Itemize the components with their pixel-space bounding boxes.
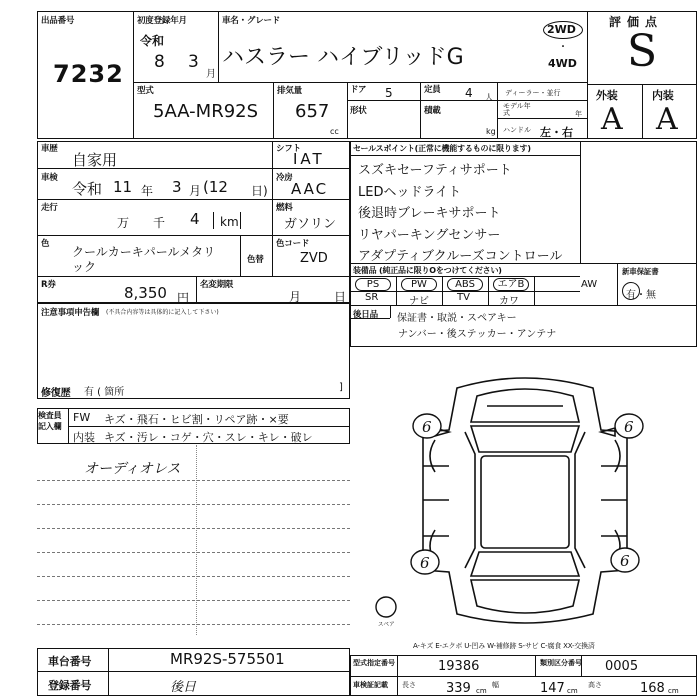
damage-mark: 6: [422, 418, 432, 436]
divider: [534, 276, 535, 305]
equip-abs: ABS: [447, 278, 483, 291]
year-unit: 年: [575, 110, 582, 118]
divider: [272, 235, 350, 236]
inspector-line1: キズ・飛石・ヒビ割・リペア跡・×要: [104, 413, 289, 426]
spare-tire-icon: [371, 596, 401, 620]
shift-label: シフト: [276, 144, 301, 154]
color-value-2: ック: [72, 260, 97, 274]
mileage-unit: km: [220, 215, 239, 229]
model-code: 5AA-MR92S: [153, 101, 259, 122]
mileage-man: 万: [117, 216, 130, 230]
note-line: [37, 552, 350, 553]
first-reg-month-unit: 月: [206, 69, 216, 80]
first-reg-year: 8: [154, 52, 166, 72]
divider: [240, 235, 241, 276]
equip-leather: カワ: [499, 296, 519, 307]
note-divider: [196, 445, 197, 635]
mileage-sen: 千: [153, 216, 166, 230]
drive-2wd: 2WD: [547, 23, 576, 36]
width-value: 147: [540, 681, 565, 696]
inspector-line2: キズ・汚レ・コゲ・穴・スレ・キレ・破レ: [104, 431, 313, 444]
grade-int-label: 内装: [652, 89, 674, 102]
divider: [213, 212, 214, 229]
damage-mark: 6: [620, 552, 630, 570]
shape-label: 形状: [350, 106, 367, 116]
transfer-label: 名変期限: [200, 280, 234, 290]
drive-dot: ・: [558, 42, 568, 53]
car-diagram: [395, 370, 655, 630]
doors-value: 5: [385, 86, 393, 100]
usage-value: 自家用: [72, 151, 118, 169]
spare-label: スペア: [378, 622, 395, 628]
inspector-label: 検査員記入欄: [38, 411, 62, 431]
inspection-day-unit: 日): [251, 184, 268, 198]
handle-value: 左・右: [540, 126, 573, 139]
divider: [442, 276, 443, 305]
divider: [390, 305, 391, 318]
transfer-day-unit: 日: [334, 290, 347, 304]
load-unit: kg: [486, 127, 496, 136]
grade-label: 評価点: [609, 15, 664, 29]
capacity-unit: 人: [485, 93, 493, 102]
divider: [272, 141, 273, 276]
divider: [350, 318, 390, 319]
class-label: 類別区分番号: [540, 659, 582, 667]
len-label: 長さ: [402, 681, 416, 689]
chassis-number: MR92S-575501: [170, 650, 285, 668]
displacement-label: 排気量: [277, 86, 302, 96]
top-block: [37, 11, 697, 139]
shift-value: IAT: [293, 150, 325, 168]
repair-label: 修復歴: [41, 388, 71, 399]
notes-header-small: (不具合内容等は具体的に記入して下さい): [106, 309, 219, 316]
color-value-1: クールカーキパールメタリ: [72, 245, 216, 259]
color-code: ZVD: [300, 251, 328, 266]
inspector-fw: FW: [73, 411, 91, 424]
dealer-label: ディーラー・並行: [505, 89, 561, 97]
aftermarket-line2: ナンバー・後ステッカー・アンテナ: [398, 329, 557, 340]
regno-label: 登録番号: [48, 679, 92, 692]
sales-list: [358, 159, 562, 267]
len-unit: cm: [476, 687, 487, 695]
divider: [218, 11, 219, 82]
repair-value: 有 ( 箇所: [84, 387, 125, 398]
sales-item: LEDヘッドライト: [358, 184, 462, 200]
equip-aw: AW: [581, 279, 598, 290]
divider: [396, 276, 397, 305]
divider: [272, 199, 350, 200]
notes-header: 注意事項申告欄: [41, 308, 100, 318]
divider: [350, 155, 580, 156]
displacement-unit: cc: [330, 127, 339, 136]
ac-label: 冷房: [276, 173, 293, 183]
divider: [617, 263, 618, 305]
recycle-value: 8,350: [124, 284, 167, 302]
inspection-label: 車検: [41, 173, 58, 183]
equip-airbag: エアB: [493, 278, 529, 291]
car-name: ハスラー ハイブリッドG: [222, 45, 464, 70]
inspection-month-unit: 月: [189, 184, 202, 198]
inspection-year: 11: [113, 178, 133, 196]
divider: [350, 676, 697, 677]
equipment-header: 装備品 (純正品に限りOをつけてください): [353, 266, 502, 275]
inspection-day: (12: [203, 178, 228, 196]
color-label: 色: [41, 239, 50, 249]
model-year-label: モデル年式: [503, 102, 531, 117]
divider: [272, 168, 350, 169]
form-label: 型式指定番号: [353, 659, 395, 667]
inspector-interior: 内装: [73, 431, 95, 444]
grade-ext: A: [601, 102, 623, 137]
len-value: 339: [446, 681, 471, 696]
sales-item: リヤパーキングセンサー: [358, 227, 501, 243]
equip-pw: PW: [401, 278, 437, 291]
divider: [196, 276, 197, 303]
divider: [587, 11, 588, 139]
first-reg-month: 3: [188, 52, 200, 72]
damage-mark: 6: [420, 554, 430, 572]
aftermarket-line1: 保証書・取説・スペアキー: [397, 313, 517, 324]
car-name-label: 車名・グレード: [222, 16, 281, 26]
divider: [350, 276, 580, 277]
height-value: 168: [640, 681, 665, 696]
note-line: [37, 600, 350, 601]
divider: [580, 141, 581, 263]
note-line: [37, 480, 350, 481]
load-label: 積載: [424, 106, 441, 116]
divider: [350, 263, 697, 264]
first-reg-era: 令和: [140, 34, 165, 48]
grade-ext-label: 外装: [596, 89, 618, 102]
mileage-label: 走行: [41, 203, 58, 213]
divider: [37, 199, 272, 200]
repair-bracket: ]: [339, 382, 343, 393]
lot-label: 出品番号: [41, 16, 75, 26]
equip-ps: PS: [355, 278, 391, 291]
regno-value: 後日: [170, 680, 197, 695]
sales-item: スズキセーフティサポート: [358, 163, 512, 178]
class-value: 0005: [605, 659, 639, 674]
divider: [497, 118, 587, 119]
mileage-value: 4: [190, 210, 200, 228]
transfer-month-unit: 月: [289, 290, 302, 304]
width-unit: cm: [567, 687, 578, 695]
lot-number: 7232: [53, 60, 124, 88]
damage-mark: 6: [624, 418, 634, 436]
form-value: 19386: [438, 659, 480, 674]
equip-sr: SR: [365, 292, 379, 303]
warranty-circle: [622, 282, 640, 300]
capacity-label: 定員: [424, 85, 441, 95]
divider: [108, 648, 109, 696]
capacity-value: 4: [465, 86, 473, 100]
divider: [420, 82, 421, 139]
sales-header: セールスポイント(正常に機能するものに限ります): [353, 144, 531, 153]
height-unit: cm: [668, 687, 679, 695]
divider: [642, 84, 643, 139]
recycle-label: R券: [41, 280, 56, 290]
divider: [350, 305, 697, 306]
divider: [240, 212, 241, 229]
equip-tv: TV: [457, 292, 470, 303]
usage-label: 車歴: [41, 144, 58, 154]
divider: [347, 100, 587, 101]
note-line: [37, 504, 350, 505]
equip-navi: ナビ: [409, 296, 429, 307]
divider: [488, 276, 489, 305]
divider: [133, 11, 134, 139]
grade-overall: S: [627, 26, 658, 77]
divider: [37, 276, 350, 277]
fuel-label: 燃料: [276, 203, 293, 213]
divider: [535, 655, 536, 676]
new-warranty-value: 有・無: [626, 290, 656, 301]
note-line: [37, 528, 350, 529]
dim-label: 車検証記載: [353, 681, 388, 689]
inspection-year-unit: 年: [141, 184, 154, 198]
sales-item: アダプティブクルーズコントロール: [358, 249, 563, 264]
divider: [37, 671, 350, 672]
sales-item: 後退時ブレーキサポート: [358, 206, 501, 221]
model-label: 型式: [137, 86, 154, 96]
note-line: [37, 576, 350, 577]
doors-label: ドア: [350, 85, 367, 95]
tone-label: 色替: [247, 255, 264, 265]
divider: [397, 655, 398, 696]
handle-label: ハンドル: [503, 126, 531, 134]
displacement-value: 657: [295, 101, 330, 122]
drive-4wd: 4WD: [548, 57, 577, 70]
divider: [37, 235, 272, 236]
first-reg-label: 初度登録年月: [137, 16, 187, 26]
color-code-label: 色コード: [276, 239, 310, 249]
inspection-era: 令和: [72, 180, 103, 198]
note-line: [37, 624, 350, 625]
grade-int: A: [656, 102, 678, 137]
new-warranty-label: 新車保証書: [622, 267, 659, 276]
fuel-value: ガソリン: [284, 217, 337, 232]
inspection-month: 3: [172, 178, 182, 196]
handwritten-note: オーディオレス: [84, 461, 181, 477]
chassis-label: 車台番号: [48, 655, 92, 668]
damage-legend: A-キズ E-エクボ U-凹み W-補修跡 S-サビ C-腐食 XX-交換済: [413, 642, 595, 650]
divider: [347, 82, 348, 139]
divider: [497, 82, 498, 139]
divider: [273, 82, 274, 139]
ac-value: AAC: [291, 180, 329, 198]
recycle-unit: 円: [177, 291, 190, 305]
height-label: 高さ: [588, 681, 602, 689]
width-label: 幅: [492, 681, 499, 689]
aftermarket-label: 後日品: [353, 310, 378, 320]
